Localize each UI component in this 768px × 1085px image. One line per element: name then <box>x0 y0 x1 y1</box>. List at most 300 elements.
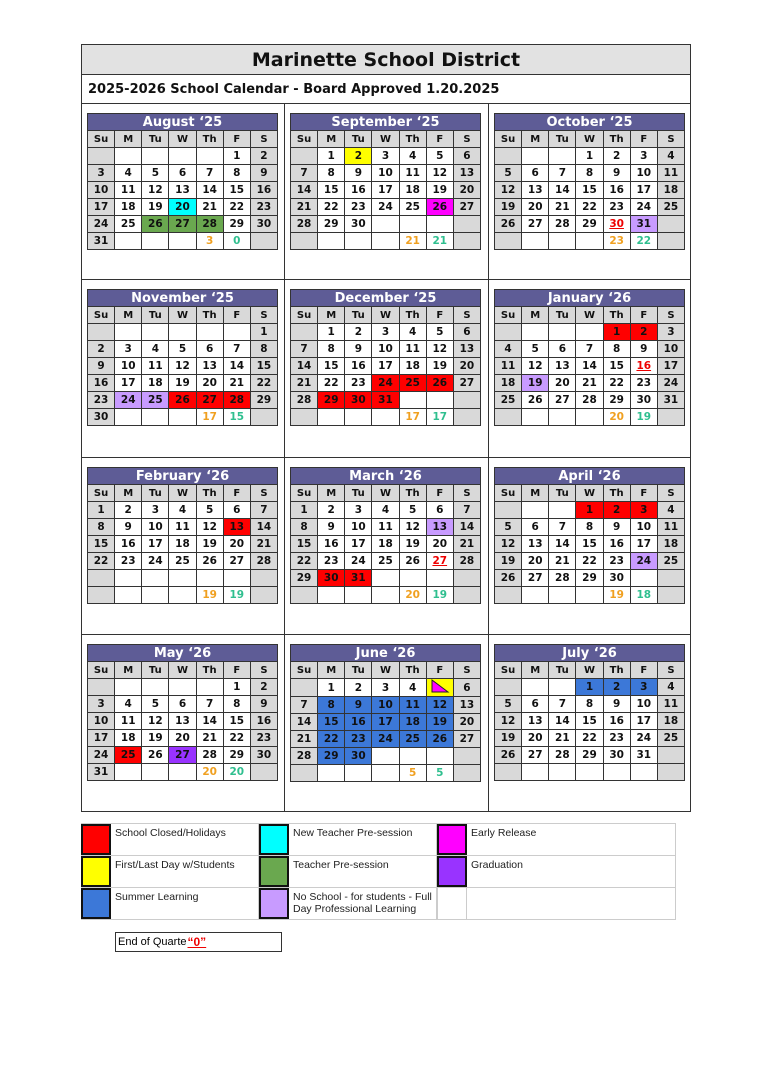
day-cell <box>372 409 399 426</box>
month-cell <box>82 635 285 811</box>
day-cell: 14 <box>250 519 277 536</box>
day-cell <box>196 679 223 696</box>
day-cell: 24 <box>115 392 142 409</box>
day-cell: 1 <box>88 502 115 519</box>
day-cell: 20 <box>453 182 480 199</box>
day-cell: 1 <box>318 148 345 165</box>
day-cell: 25 <box>495 392 522 409</box>
weekday-header: F <box>426 131 453 148</box>
day-cell: 7 <box>549 519 576 536</box>
day-cell: 29 <box>576 570 603 587</box>
day-cell: 12 <box>495 536 522 553</box>
day-cell: 9 <box>345 341 372 358</box>
day-cell: 2 <box>630 324 657 341</box>
legend-swatch-icon <box>259 824 289 855</box>
day-cell: 8 <box>576 519 603 536</box>
day-cell: 4 <box>657 679 684 696</box>
day-cell: 14 <box>291 182 318 199</box>
day-cell: 18 <box>372 536 399 553</box>
day-cell: 22 <box>291 553 318 570</box>
day-cell: 19 <box>142 730 169 747</box>
day-cell: 27 <box>522 570 549 587</box>
student-days-count <box>603 764 630 781</box>
day-cell <box>372 216 399 233</box>
day-cell: 2 <box>603 148 630 165</box>
day-cell <box>169 570 196 587</box>
day-cell <box>318 587 345 604</box>
month-cell <box>82 280 285 458</box>
day-cell: 11 <box>657 519 684 536</box>
day-cell: 27 <box>223 553 250 570</box>
teacher-days-count: 5 <box>426 765 453 782</box>
day-cell: 29 <box>250 392 277 409</box>
legend-label: Summer Learning <box>111 888 259 919</box>
month-title: August ‘25 <box>88 114 278 131</box>
day-cell: 26 <box>495 216 522 233</box>
day-cell: 22 <box>318 731 345 748</box>
day-cell <box>115 764 142 781</box>
day-cell: 7 <box>250 502 277 519</box>
day-cell <box>522 233 549 250</box>
day-cell: 24 <box>630 199 657 216</box>
day-cell: 2 <box>603 679 630 696</box>
day-cell: 15 <box>318 358 345 375</box>
day-cell <box>169 409 196 426</box>
day-cell: 24 <box>630 730 657 747</box>
day-cell: 13 <box>169 182 196 199</box>
day-cell: 6 <box>453 148 480 165</box>
day-cell: 3 <box>372 324 399 341</box>
day-cell: 11 <box>372 519 399 536</box>
day-cell: 26 <box>142 747 169 764</box>
weekday-header: W <box>576 307 603 324</box>
day-cell: 21 <box>196 730 223 747</box>
day-cell: 30 <box>345 216 372 233</box>
day-cell <box>142 764 169 781</box>
day-cell: 9 <box>318 519 345 536</box>
day-cell: 23 <box>318 553 345 570</box>
day-cell: 4 <box>495 341 522 358</box>
weekday-header: S <box>657 307 684 324</box>
day-cell: 8 <box>250 341 277 358</box>
day-cell <box>291 233 318 250</box>
day-cell <box>142 570 169 587</box>
weekday-header: Su <box>291 662 318 679</box>
day-cell: 16 <box>603 536 630 553</box>
day-cell: 3 <box>657 324 684 341</box>
student-days-count: 20 <box>196 764 223 781</box>
day-cell <box>169 764 196 781</box>
day-cell <box>345 233 372 250</box>
day-cell: 16 <box>603 713 630 730</box>
month-cell <box>489 280 690 458</box>
day-cell: 2 <box>250 679 277 696</box>
month-calendar <box>290 289 481 426</box>
day-cell: 15 <box>318 714 345 731</box>
day-cell: 2 <box>318 502 345 519</box>
day-cell: 8 <box>318 697 345 714</box>
day-cell: 21 <box>453 536 480 553</box>
weekday-header: F <box>223 485 250 502</box>
weekday-header: Tu <box>142 307 169 324</box>
weekday-header: Th <box>399 662 426 679</box>
day-cell: 6 <box>522 519 549 536</box>
day-cell: 28 <box>196 216 223 233</box>
weekday-header: S <box>250 485 277 502</box>
day-cell: 11 <box>399 165 426 182</box>
day-cell <box>115 148 142 165</box>
legend-swatch-icon <box>437 856 467 887</box>
day-cell: 5 <box>196 502 223 519</box>
day-cell: 5 <box>142 165 169 182</box>
day-cell: 5 <box>495 165 522 182</box>
day-cell: 29 <box>318 748 345 765</box>
day-cell: 22 <box>318 375 345 392</box>
day-cell: 16 <box>250 182 277 199</box>
day-cell: 22 <box>603 375 630 392</box>
day-cell: 5 <box>522 341 549 358</box>
day-cell: 1 <box>603 324 630 341</box>
day-cell: 7 <box>196 165 223 182</box>
day-cell <box>291 765 318 782</box>
month-calendar <box>494 644 685 781</box>
day-cell: 27 <box>453 731 480 748</box>
day-cell: 8 <box>318 341 345 358</box>
day-cell: 2 <box>603 502 630 519</box>
day-cell: 18 <box>495 375 522 392</box>
day-cell: 26 <box>495 747 522 764</box>
student-days-count: 17 <box>399 409 426 426</box>
day-cell: 20 <box>522 730 549 747</box>
day-cell: 19 <box>399 536 426 553</box>
day-cell <box>576 764 603 781</box>
month-title: February ‘26 <box>88 468 278 485</box>
weekday-header: Su <box>291 131 318 148</box>
teacher-days-count <box>630 764 657 781</box>
weekday-header: W <box>169 307 196 324</box>
day-cell <box>88 679 115 696</box>
weekday-header: F <box>426 485 453 502</box>
day-cell: 14 <box>196 713 223 730</box>
day-cell: 30 <box>345 392 372 409</box>
day-cell: 28 <box>291 392 318 409</box>
day-cell: 4 <box>372 502 399 519</box>
day-cell: 16 <box>115 536 142 553</box>
day-cell: 17 <box>372 182 399 199</box>
weekday-header: S <box>657 485 684 502</box>
day-cell: 3 <box>630 679 657 696</box>
day-cell: 23 <box>250 199 277 216</box>
legend-item <box>437 888 676 919</box>
day-cell: 16 <box>630 358 657 375</box>
day-cell: 12 <box>399 519 426 536</box>
weekday-header: W <box>169 662 196 679</box>
day-cell <box>250 409 277 426</box>
day-cell <box>657 216 684 233</box>
student-days-count: 5 <box>399 765 426 782</box>
day-cell: 4 <box>399 324 426 341</box>
day-cell: 13 <box>196 358 223 375</box>
month-calendar <box>87 644 278 781</box>
weekday-header: M <box>318 307 345 324</box>
day-cell: 8 <box>576 165 603 182</box>
day-cell: 30 <box>345 748 372 765</box>
day-cell: 3 <box>88 696 115 713</box>
day-cell: 30 <box>88 409 115 426</box>
day-cell: 20 <box>453 358 480 375</box>
day-cell: 23 <box>603 730 630 747</box>
day-cell: 31 <box>630 216 657 233</box>
day-cell: 27 <box>549 392 576 409</box>
day-cell: 31 <box>372 392 399 409</box>
day-cell <box>399 392 426 409</box>
weekday-header: F <box>223 131 250 148</box>
day-cell: 9 <box>630 341 657 358</box>
day-cell: 31 <box>88 764 115 781</box>
end-of-quarter-key <box>115 932 282 952</box>
day-cell <box>345 587 372 604</box>
weekday-header: Th <box>603 131 630 148</box>
weekday-header: M <box>115 131 142 148</box>
day-cell: 24 <box>372 199 399 216</box>
day-cell: 3 <box>372 148 399 165</box>
day-cell: 21 <box>291 199 318 216</box>
weekday-header: M <box>318 662 345 679</box>
day-cell: 16 <box>603 182 630 199</box>
day-cell: 20 <box>223 536 250 553</box>
day-cell <box>453 409 480 426</box>
day-cell: 13 <box>169 713 196 730</box>
day-cell: 18 <box>657 536 684 553</box>
weekday-header: S <box>250 131 277 148</box>
day-cell <box>576 409 603 426</box>
weekday-header: W <box>576 485 603 502</box>
month-title: September ‘25 <box>291 114 481 131</box>
day-cell: 3 <box>630 502 657 519</box>
day-cell <box>345 409 372 426</box>
day-cell: 18 <box>115 199 142 216</box>
weekday-header: Tu <box>345 307 372 324</box>
day-cell: 6 <box>453 324 480 341</box>
day-cell: 23 <box>630 375 657 392</box>
day-cell <box>453 587 480 604</box>
weekday-header: F <box>630 485 657 502</box>
day-cell: 2 <box>115 502 142 519</box>
day-cell <box>657 409 684 426</box>
day-cell: 3 <box>372 679 399 697</box>
day-cell <box>576 324 603 341</box>
day-cell <box>88 324 115 341</box>
day-cell: 29 <box>291 570 318 587</box>
day-cell: 30 <box>250 216 277 233</box>
day-cell <box>318 409 345 426</box>
weekday-header: Tu <box>549 307 576 324</box>
weekday-header: W <box>169 485 196 502</box>
month-cell <box>285 104 489 280</box>
student-days-count: 19 <box>603 587 630 604</box>
day-cell: 6 <box>453 679 480 697</box>
day-cell <box>453 570 480 587</box>
day-cell: 30 <box>318 570 345 587</box>
day-cell: 23 <box>603 199 630 216</box>
weekday-header: Su <box>495 485 522 502</box>
day-cell: 11 <box>399 697 426 714</box>
day-cell <box>426 392 453 409</box>
day-cell <box>142 324 169 341</box>
teacher-days-count: 19 <box>223 587 250 604</box>
day-cell: 2 <box>88 341 115 358</box>
month-calendar <box>494 289 685 426</box>
legend-item <box>81 888 259 919</box>
day-cell: 6 <box>522 165 549 182</box>
legend-swatch-icon <box>437 888 467 919</box>
day-cell: 10 <box>115 358 142 375</box>
day-cell <box>495 679 522 696</box>
weekday-header: Th <box>603 662 630 679</box>
day-cell <box>169 679 196 696</box>
day-cell: 27 <box>169 216 196 233</box>
calendar-subtitle: 2025-2026 School Calendar - Board Approved 1.20.2025 <box>82 75 690 104</box>
day-cell: 4 <box>399 679 426 697</box>
day-cell: 20 <box>522 199 549 216</box>
day-cell: 28 <box>549 747 576 764</box>
weekday-header: M <box>522 662 549 679</box>
day-cell: 17 <box>115 375 142 392</box>
day-cell <box>495 148 522 165</box>
day-cell: 15 <box>223 713 250 730</box>
weekday-header: Tu <box>549 485 576 502</box>
day-cell: 12 <box>426 697 453 714</box>
day-cell: 14 <box>291 714 318 731</box>
day-cell: 1 <box>318 324 345 341</box>
day-cell <box>453 765 480 782</box>
day-cell <box>142 587 169 604</box>
day-cell: 19 <box>495 553 522 570</box>
weekday-header: Tu <box>549 131 576 148</box>
weekday-header: Tu <box>142 662 169 679</box>
legend-row <box>81 888 676 920</box>
day-cell: 7 <box>291 165 318 182</box>
day-cell: 29 <box>576 747 603 764</box>
day-cell <box>522 502 549 519</box>
day-cell: 10 <box>630 519 657 536</box>
day-cell <box>115 233 142 250</box>
day-cell: 15 <box>576 536 603 553</box>
day-cell: 16 <box>88 375 115 392</box>
day-cell: 3 <box>142 502 169 519</box>
day-cell: 8 <box>576 696 603 713</box>
day-cell: 25 <box>657 553 684 570</box>
day-cell <box>196 570 223 587</box>
day-cell <box>291 679 318 697</box>
day-cell <box>522 679 549 696</box>
day-cell: 18 <box>399 358 426 375</box>
day-cell: 6 <box>169 165 196 182</box>
day-cell <box>426 570 453 587</box>
day-cell: 22 <box>88 553 115 570</box>
student-days-count: 21 <box>399 233 426 250</box>
teacher-days-count: 22 <box>630 233 657 250</box>
day-cell <box>453 748 480 765</box>
day-cell <box>399 570 426 587</box>
day-cell: 30 <box>603 570 630 587</box>
teacher-days-count: 18 <box>630 587 657 604</box>
day-cell: 14 <box>549 713 576 730</box>
day-cell <box>495 233 522 250</box>
day-cell: 21 <box>223 375 250 392</box>
day-cell <box>453 392 480 409</box>
day-cell <box>399 748 426 765</box>
day-cell: 30 <box>603 747 630 764</box>
day-cell <box>576 233 603 250</box>
weekday-header: M <box>115 485 142 502</box>
month-cell <box>489 635 690 811</box>
day-cell: 14 <box>291 358 318 375</box>
day-cell <box>142 409 169 426</box>
month-calendar <box>290 644 481 782</box>
day-cell: 30 <box>603 216 630 233</box>
day-cell <box>88 148 115 165</box>
day-cell: 22 <box>576 730 603 747</box>
day-cell: 26 <box>426 375 453 392</box>
day-cell: 29 <box>576 216 603 233</box>
day-cell: 25 <box>399 731 426 748</box>
day-cell: 19 <box>495 199 522 216</box>
day-cell: 18 <box>399 714 426 731</box>
day-cell: 23 <box>345 731 372 748</box>
day-cell: 28 <box>250 553 277 570</box>
legend-item <box>437 856 676 887</box>
day-cell: 26 <box>495 570 522 587</box>
day-cell <box>142 148 169 165</box>
day-cell <box>453 216 480 233</box>
day-cell: 17 <box>630 182 657 199</box>
day-cell: 22 <box>223 730 250 747</box>
day-cell: 7 <box>291 341 318 358</box>
day-cell: 13 <box>522 536 549 553</box>
weekday-header: Su <box>88 307 115 324</box>
day-cell <box>115 587 142 604</box>
weekday-header: F <box>630 662 657 679</box>
day-cell: 25 <box>399 375 426 392</box>
weekday-header: W <box>372 131 399 148</box>
day-cell <box>657 587 684 604</box>
weekday-header: S <box>657 131 684 148</box>
weekday-header: W <box>169 131 196 148</box>
student-days-count: 23 <box>603 233 630 250</box>
month-title: December ‘25 <box>291 290 481 307</box>
day-cell: 1 <box>291 502 318 519</box>
day-cell: 7 <box>223 341 250 358</box>
month-calendar <box>290 467 481 604</box>
weekday-header: Th <box>399 307 426 324</box>
day-cell <box>291 587 318 604</box>
day-cell: 24 <box>88 747 115 764</box>
weekday-header: M <box>522 307 549 324</box>
day-cell: 4 <box>169 502 196 519</box>
day-cell: 20 <box>169 730 196 747</box>
day-cell: 17 <box>630 713 657 730</box>
day-cell <box>115 409 142 426</box>
day-cell <box>196 324 223 341</box>
day-cell: 22 <box>576 553 603 570</box>
day-cell <box>630 570 657 587</box>
day-cell: 12 <box>426 165 453 182</box>
day-cell <box>223 324 250 341</box>
day-cell <box>250 587 277 604</box>
day-cell: 8 <box>603 341 630 358</box>
day-cell: 21 <box>576 375 603 392</box>
